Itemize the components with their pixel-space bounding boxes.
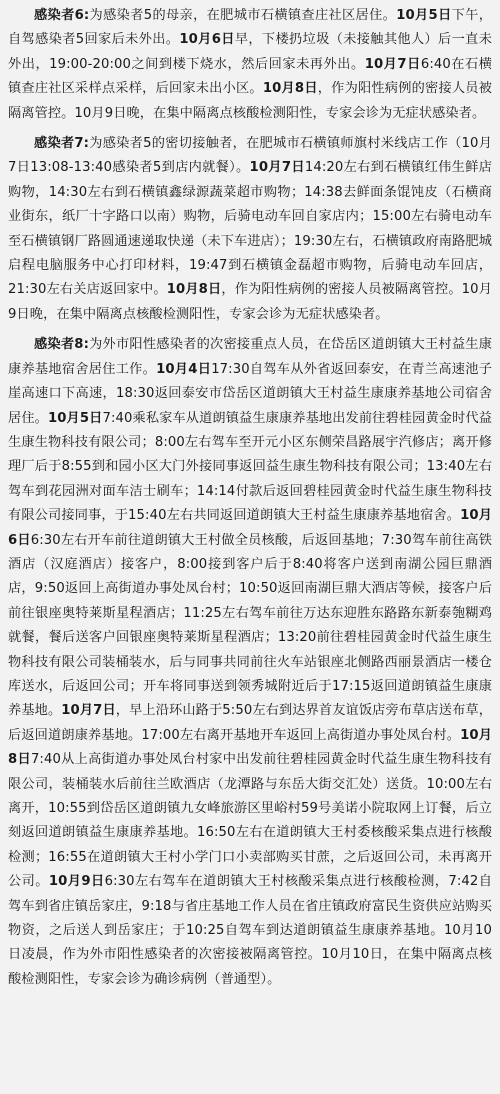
paragraph-text: 6:30左右驾车在道朗镇大王村核酸采集点进行核酸检测，7:42自驾车到省庄镇岳家庄，9:18与省庄基地工作人员在省庄镇政府富民生资供应站购买物资，之后送人到岳家庄；于10:25自驾车到达道朗镇益生康康养基地。10月10日凌晨，作为外市阳性感染者的次密接被隔离管控。10月10日，在集中隔离点核酸检测阳性，专家会诊为确诊病例（普通型）。 (8, 874, 492, 987)
paragraph-case-6 (8, 4, 492, 126)
paragraph-text: ，早上沿环山路于5:50左右到达界首友谊饭店旁布草店送布草，后返回道朗康养基地。17:00左右离开基地开车返回上高街道办事处凤台村。 (8, 703, 492, 743)
paragraph-text: 早，下楼扔垃圾（未接触其他人）后一直未外出，19:00-20:00之间到楼下烧水，然后回家未再外出。 (8, 32, 492, 72)
date-marker: 10月7日 (61, 703, 116, 719)
date-marker: 感染者8: (34, 337, 89, 353)
date-marker: 10月5日 (396, 8, 452, 23)
paragraph-text: ，作为阳性病例的密接人员被隔离管控。10月9日晚，在集中隔离点核酸检测阳性，专家会诊为无症状感染者。 (8, 282, 492, 322)
article-body (8, 0, 492, 992)
paragraph-text: 为感染者5的密切接触者，在肥城市石横镇师旗村米线店工作（10月7日13:08-13:40感染者5到店内就餐）。 (8, 136, 492, 176)
date-marker: 10月4日 (156, 361, 212, 377)
date-marker: 10月8日 (8, 727, 493, 768)
date-marker: 10月8日 (262, 81, 318, 97)
date-marker: 感染者6: (34, 8, 90, 23)
paragraph-text: 为外市阳性感染者的次密接重点人员，在岱岳区道朗镇大王村益生康康养基地宿舍居住工作。 (8, 337, 493, 377)
paragraph-text: 14:20左右到石横镇红伟生鲜店购物，14:30左右到石横镇鑫绿源蔬菜超市购物；14:38去鲜面条馄饨皮（石横商业街东，纸厂十字路口以南）购物，后骑电动车回自家店内；15:00左右骑电动车至石横镇钢厂路圆通速递取快递（未下车进店）；19:30左右，石横镇政府南路肥城启程电脑服务中心打印材料，19:47到石横镇金磊超市购物，后骑电动车回店，21:30左右关店返回家中。 (8, 160, 492, 298)
paragraph-text: ，作为阳性病例的密接人员被隔离管控。10月9日晚，在集中隔离点核酸检测阳性，专家会诊为无症状感染者。 (8, 81, 492, 121)
paragraph-text: 6:40在石横镇查庄社区采样点采样，后回家未出小区。 (8, 56, 492, 97)
date-marker: 10月6日 (8, 508, 493, 548)
date-marker: 10月8日 (166, 282, 222, 298)
date-marker: 10月7日 (249, 160, 305, 176)
paragraph-text: 下午，自驾感染者5回家后未外出。 (8, 8, 492, 48)
paragraph-text: 17:30自驾车从外省返回泰安，在青兰高速池子崖高速口下高速，18:30返回泰安市岱岳区道朗镇大王村益生康康养基地公司宿舍居住。 (8, 361, 492, 426)
date-marker: 感染者7: (34, 136, 90, 152)
paragraph-text: 6:30左右开车前往道朗镇大王村做全员核酸，后返回基地；7:30驾车前往高铁酒店（汉庭酒店）接客户，8:00接到客户后于8:40将客户送到南湖公园巨鼎酒店，9:50返回上高街道办事处凤台村；10:50返回南湖巨鼎大酒店等候，接客户后前往银座奥特莱斯星程酒店；11:25左右驾车前往万达东迎胜东路路东新泰匏糊鸡就餐，餐后送客户回银座奥特莱斯星程酒店；13:20前往碧桂园黄金时代益生康生物科技有限公司装桶装水，后与同事共同前往火车站银座北侧路西丽景酒店一楼仓库送水，后返回公司；开车将同事送到领秀城附近后于17:15返回道朗镇益生康康养基地。 (8, 532, 492, 719)
date-marker: 10月5日 (47, 410, 103, 426)
paragraph-case-8 (8, 333, 492, 992)
paragraph-text: 7:40乘私家车从道朗镇益生康康养基地出发前往碧桂园黄金时代益生康生物科技有限公司；8:00左右驾车至开元小区东侧荣昌路展宇汽修店；离开修理厂后于8:55到和园小区大门外接同事返回益生康生物科技有限公司；13:40左右驾车到花园洲对面车洁士刷车；14:14付款后返回碧桂园黄金时代益生康生物科技有限公司接同事，于15:40左右共同返回道朗镇大王村益生康康养基地宿舍。 (8, 410, 492, 524)
date-marker: 10月7日 (364, 56, 421, 72)
date-marker: 10月6日 (179, 32, 235, 48)
paragraph-text: 为感染者5的母亲，在肥城市石横镇查庄社区居住。 (89, 8, 397, 23)
paragraph-text: 7:40从上高街道办事处凤台村家中出发前往碧桂园黄金时代益生康生物科技有限公司，装桶装水后前往兰欧酒店（龙潭路与东岳大街交汇处）送货。10:00左右离开，10:55到岱岳区道朗镇九女峰旅游区里峪村59号美诺小院取网上订餐，后立刻返回道朗镇益生康康养基地。16:50左右在道朗镇大王村委核酸采集点进行核酸检测；16:55在道朗镇大王村小学门口小卖部购买甘蔗，之后返回公司，未再离开公司。 (8, 752, 492, 890)
paragraph-case-7 (8, 132, 492, 327)
date-marker: 10月9日 (48, 874, 105, 890)
